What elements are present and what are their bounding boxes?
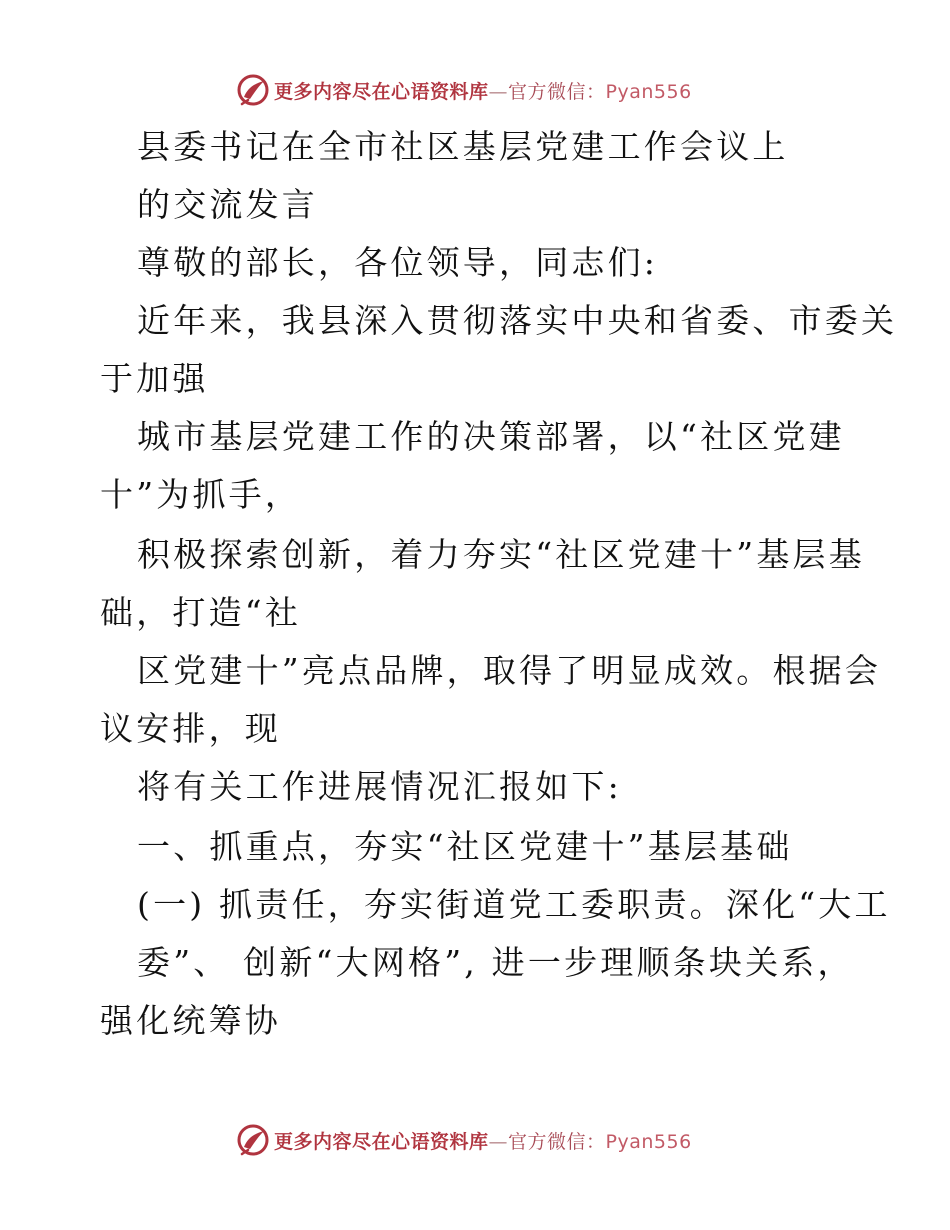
paragraph-line: 近年来，我县深入贯彻落实中央和省委、市委关	[137, 301, 898, 340]
watermark-wechat-id: Pyan556	[605, 1130, 692, 1153]
brand-logo-icon	[236, 73, 270, 107]
paragraph-line: 议安排，现	[100, 709, 281, 748]
paragraph-line: 区党建十”亮点品牌，取得了明显成效。根据会	[137, 651, 882, 690]
header-watermark-banner	[236, 72, 692, 108]
title-line-1: 县委书记在全市社区基层党建工作会议上	[137, 127, 789, 166]
paragraph-line: 础，打造“社	[100, 593, 302, 632]
watermark-separator: —	[488, 1130, 509, 1153]
section-heading: 一、抓重点，夯实“社区党建十”基层基础	[137, 827, 793, 866]
paragraph-line: 于加强	[100, 359, 209, 398]
paragraph-line: 强化统筹协	[100, 1001, 281, 1040]
watermark-main: 更多内容尽在心语资料库	[274, 1130, 489, 1153]
salutation: 尊敬的部长，各位领导，同志们:	[137, 243, 659, 282]
watermark-text	[274, 1127, 692, 1154]
watermark-official: 官方微信：	[508, 80, 606, 103]
footer-watermark-banner	[236, 1122, 692, 1158]
paragraph-line: 城市基层党建工作的决策部署，以“社区党建	[137, 417, 845, 456]
paragraph-line: (一) 抓责任，夯实街道党工委职责。深化“大工	[137, 885, 891, 924]
brand-logo-icon	[236, 1123, 270, 1157]
watermark-text	[274, 77, 692, 104]
paragraph-line: 积极探索创新，着力夯实“社区党建十”基层基	[137, 535, 865, 574]
paragraph-line: 委”、 创新“大网格”, 进一步理顺条块关系，	[137, 943, 854, 982]
watermark-official: 官方微信：	[508, 1130, 606, 1153]
paragraph-line: 十”为抓手，	[100, 475, 302, 514]
title-line-2: 的交流发言	[137, 185, 318, 224]
watermark-main: 更多内容尽在心语资料库	[274, 80, 489, 103]
watermark-separator: —	[488, 80, 509, 103]
paragraph-line: 将有关工作进展情况汇报如下:	[137, 767, 622, 806]
watermark-wechat-id: Pyan556	[605, 80, 692, 103]
